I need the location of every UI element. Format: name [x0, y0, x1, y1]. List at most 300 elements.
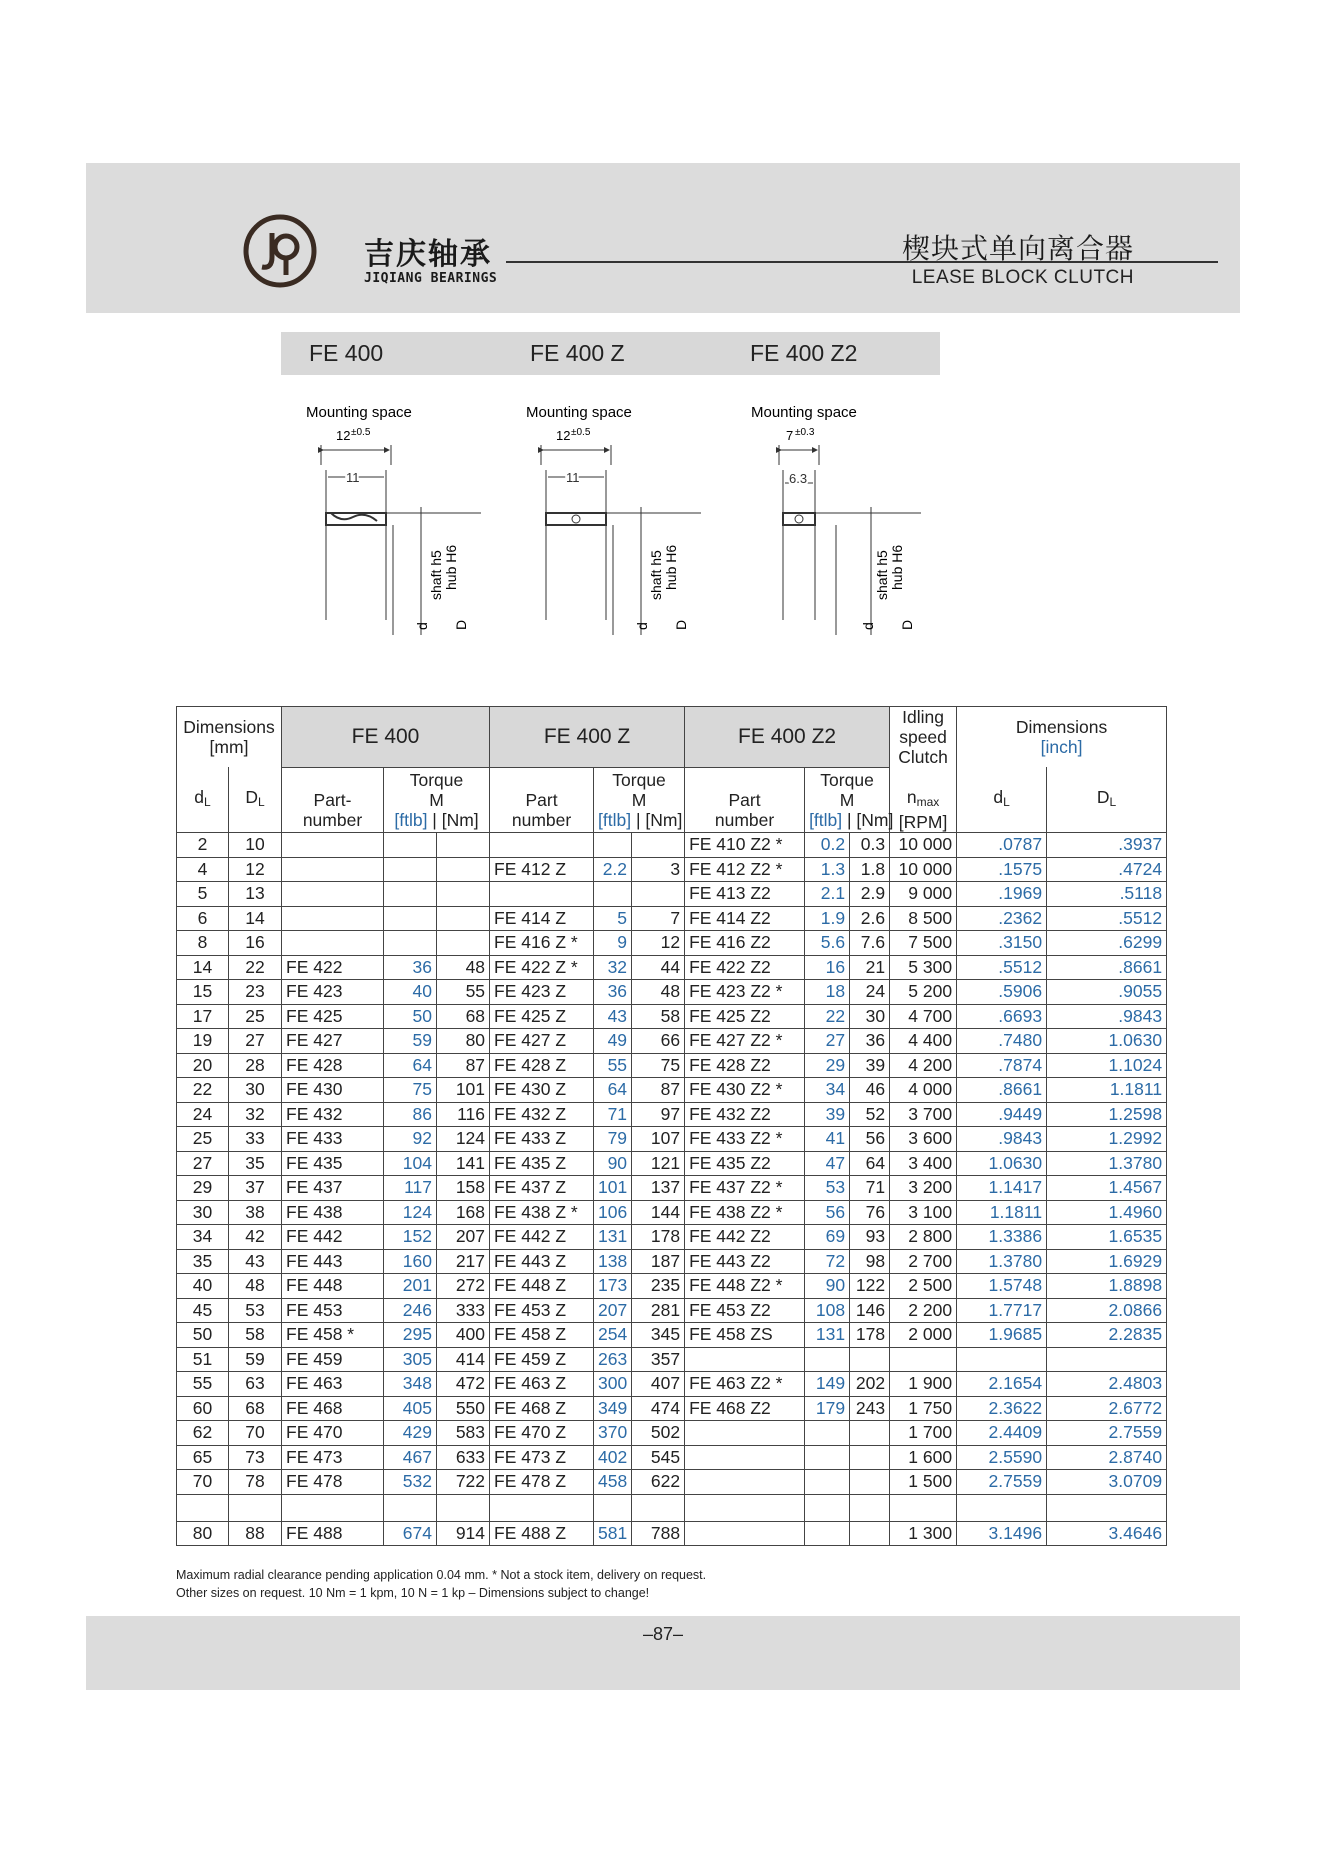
table-cell [685, 1347, 805, 1372]
table-cell: 19 [177, 1029, 229, 1054]
table-cell: 2.6772 [1047, 1396, 1167, 1421]
table-cell: 3 200 [890, 1176, 957, 1201]
table-row [177, 1494, 1167, 1521]
table-cell: 47 [805, 1151, 850, 1176]
table-cell: 178 [632, 1225, 685, 1250]
mounting-drawings-svg [281, 395, 981, 655]
table-cell: 1.0630 [1047, 1029, 1167, 1054]
table-cell: .6299 [1047, 931, 1167, 956]
table-cell: 235 [632, 1274, 685, 1299]
table-cell: 35 [229, 1151, 282, 1176]
table-cell: FE 473 [282, 1445, 384, 1470]
drawing-hub: hub H6 [889, 544, 905, 590]
table-cell: 36 [850, 1029, 890, 1054]
fe400z2-header: FE 400 Z2 [685, 707, 890, 768]
table-cell: 71 [594, 1102, 632, 1127]
part-number-header: Part number [685, 767, 805, 833]
table-cell: FE 458 Z [490, 1323, 594, 1348]
table-cell: 116 [437, 1102, 490, 1127]
footnote-line: Maximum radial clearance pending application 0.04 mm. * Not a stock item, delivery on request. [176, 1568, 707, 1582]
table-cell: 622 [632, 1470, 685, 1495]
model-fe400: FE 400 [309, 340, 384, 366]
table-cell: FE 423 [282, 980, 384, 1005]
table-cell: 502 [632, 1421, 685, 1446]
table-cell: FE 470 Z [490, 1421, 594, 1446]
table-cell [805, 1521, 850, 1546]
table-row [177, 1029, 1167, 1054]
dim-mm-header: Dimensions [mm] [177, 707, 282, 768]
table-cell: FE 468 Z2 [685, 1396, 805, 1421]
table-cell: 44 [632, 955, 685, 980]
table-cell: 1.3386 [957, 1225, 1047, 1250]
table-cell: 9 000 [890, 882, 957, 907]
table-cell: 2.1654 [957, 1372, 1047, 1397]
table-cell: 122 [850, 1274, 890, 1299]
table-cell: 0.3 [850, 833, 890, 858]
table-cell: 2.2835 [1047, 1323, 1167, 1348]
table-cell: .0787 [957, 833, 1047, 858]
table-cell: 71 [850, 1176, 890, 1201]
table-cell: FE 414 Z [490, 906, 594, 931]
table-cell: FE 416 Z2 [685, 931, 805, 956]
drawing-fe400z2 [751, 404, 921, 635]
table-cell: 39 [805, 1102, 850, 1127]
table-cell: 1 900 [890, 1372, 957, 1397]
table-cell: 30 [177, 1200, 229, 1225]
table-cell: 10 000 [890, 833, 957, 858]
table-cell: 32 [594, 955, 632, 980]
table-cell: 28 [229, 1053, 282, 1078]
table-cell: FE 413 Z2 [685, 882, 805, 907]
table-row [177, 1225, 1167, 1250]
table-cell: FE 442 Z [490, 1225, 594, 1250]
table-cell: FE 412 Z [490, 857, 594, 882]
dl-header: $d_L$ [177, 767, 229, 833]
model-fe400z2: FE 400 Z2 [750, 340, 858, 366]
table-cell: 1.2598 [1047, 1102, 1167, 1127]
table-cell: 263 [594, 1347, 632, 1372]
table-cell: 160 [384, 1249, 437, 1274]
table-cell [685, 1445, 805, 1470]
table-cell: FE 427 Z [490, 1029, 594, 1054]
table-cell: 104 [384, 1151, 437, 1176]
table-cell: 22 [177, 1078, 229, 1103]
table-cell: 146 [850, 1298, 890, 1323]
table-cell: FE 442 [282, 1225, 384, 1250]
table-cell: 68 [229, 1396, 282, 1421]
table-cell: FE 448 [282, 1274, 384, 1299]
drawing-inner: 6.3 [789, 471, 808, 486]
table-cell: 1.8898 [1047, 1274, 1167, 1299]
table-cell: FE 427 Z2 * [685, 1029, 805, 1054]
table-cell: 70 [229, 1421, 282, 1446]
table-cell: 53 [229, 1298, 282, 1323]
table-cell: 333 [437, 1298, 490, 1323]
table-cell: 40 [384, 980, 437, 1005]
idling-speed-header: Idling speed Clutch [890, 707, 957, 768]
table-cell: 73 [229, 1445, 282, 1470]
drawing-width: 7 [786, 428, 794, 443]
table-cell: FE 425 Z [490, 1004, 594, 1029]
table-cell [282, 906, 384, 931]
table-cell [685, 1494, 805, 1521]
table-cell: 30 [229, 1078, 282, 1103]
table-cell: 202 [850, 1372, 890, 1397]
table-cell: .5118 [1047, 882, 1167, 907]
table-cell: 1.3 [805, 857, 850, 882]
table-cell: 295 [384, 1323, 437, 1348]
table-cell: 22 [229, 955, 282, 980]
dim-inch-header: Dimensions [inch] [957, 707, 1167, 768]
table-cell [957, 1494, 1047, 1521]
table-cell: 137 [632, 1176, 685, 1201]
table-cell: FE 463 Z [490, 1372, 594, 1397]
table-cell: 4 [177, 857, 229, 882]
table-cell: .3937 [1047, 833, 1167, 858]
table-cell [850, 1494, 890, 1521]
table-cell: FE 433 [282, 1127, 384, 1152]
page-number: –87– [642, 1624, 684, 1644]
table-cell: FE 437 Z [490, 1176, 594, 1201]
table-cell: 15 [177, 980, 229, 1005]
table-row [177, 1004, 1167, 1029]
table-cell [437, 857, 490, 882]
table-cell: 201 [384, 1274, 437, 1299]
table-cell: .6693 [957, 1004, 1047, 1029]
table-cell: FE 453 Z2 [685, 1298, 805, 1323]
table-row [177, 1127, 1167, 1152]
table-cell: FE 433 Z2 * [685, 1127, 805, 1152]
table-cell: 1.0630 [957, 1151, 1047, 1176]
table-cell: 34 [805, 1078, 850, 1103]
table-cell: 108 [805, 1298, 850, 1323]
table-cell: .7874 [957, 1053, 1047, 1078]
table-cell: 20 [177, 1053, 229, 1078]
table-cell [437, 906, 490, 931]
table-cell: .9843 [957, 1127, 1047, 1152]
table-cell: FE 458 * [282, 1323, 384, 1348]
table-cell: 5 [594, 906, 632, 931]
table-cell: 55 [594, 1053, 632, 1078]
table-cell: 66 [632, 1029, 685, 1054]
table-cell: 32 [229, 1102, 282, 1127]
table-cell: 48 [632, 980, 685, 1005]
table-cell [805, 1347, 850, 1372]
table-row [177, 1445, 1167, 1470]
table-cell: 10 [229, 833, 282, 858]
table-cell: 1 700 [890, 1421, 957, 1446]
table-cell: 24 [850, 980, 890, 1005]
drawing-hub: hub H6 [443, 544, 459, 590]
table-cell: 5 [177, 882, 229, 907]
table-cell: 402 [594, 1445, 632, 1470]
table-cell: 40 [177, 1274, 229, 1299]
table-cell: 722 [437, 1470, 490, 1495]
drawing-shaft: shaft h5 [648, 550, 664, 600]
table-cell [177, 1494, 229, 1521]
table-cell: 101 [594, 1176, 632, 1201]
page-title-cn: 楔块式单向离合器 [901, 232, 1134, 265]
table-cell: 17 [177, 1004, 229, 1029]
table-cell: FE 443 Z [490, 1249, 594, 1274]
table-cell: 2.7559 [957, 1470, 1047, 1495]
table-cell: 1.4567 [1047, 1176, 1167, 1201]
table-cell: 348 [384, 1372, 437, 1397]
table-cell: .9055 [1047, 980, 1167, 1005]
table-row [177, 833, 1167, 858]
table-cell: FE 422 Z2 [685, 955, 805, 980]
table-cell [594, 1494, 632, 1521]
table-cell: 43 [594, 1004, 632, 1029]
table-cell: 12 [229, 857, 282, 882]
table-cell: 14 [229, 906, 282, 931]
table-cell: 29 [805, 1053, 850, 1078]
table-cell: FE 443 [282, 1249, 384, 1274]
table-cell: 2.8740 [1047, 1445, 1167, 1470]
table-cell: 414 [437, 1347, 490, 1372]
drawing-fe400 [306, 404, 481, 635]
brand-name-en: JIQIANG BEARINGS [364, 271, 498, 286]
table-cell [437, 931, 490, 956]
table-cell: FE 422 Z * [490, 955, 594, 980]
Dl-header: $D_L$ [229, 767, 282, 833]
table-cell [957, 1347, 1047, 1372]
table-cell [282, 882, 384, 907]
table-cell: 1.7717 [957, 1298, 1047, 1323]
table-cell: 1.8 [850, 857, 890, 882]
table-cell: 3 400 [890, 1151, 957, 1176]
table-cell: .9449 [957, 1102, 1047, 1127]
table-cell: 92 [384, 1127, 437, 1152]
table-cell: 41 [805, 1127, 850, 1152]
table-cell: 207 [437, 1225, 490, 1250]
model-fe400z: FE 400 Z [530, 340, 625, 366]
table-cell: .8661 [1047, 955, 1167, 980]
table-cell: 1.4960 [1047, 1200, 1167, 1225]
page-header [86, 163, 1240, 313]
table-row [177, 1521, 1167, 1546]
table-cell: FE 427 [282, 1029, 384, 1054]
table-cell: 0.2 [805, 833, 850, 858]
table-cell: FE 458 ZS [685, 1323, 805, 1348]
table-cell: 87 [632, 1078, 685, 1103]
table-cell: FE 435 [282, 1151, 384, 1176]
table-cell: 1.1024 [1047, 1053, 1167, 1078]
table-cell: 42 [229, 1225, 282, 1250]
table-cell [1047, 1494, 1167, 1521]
jq-logo-icon [242, 213, 318, 289]
table-cell: FE 468 [282, 1396, 384, 1421]
table-cell: 2.4803 [1047, 1372, 1167, 1397]
part-number-header: Part- number [282, 767, 384, 833]
table-cell: 674 [384, 1521, 437, 1546]
table-cell: FE 410 Z2 * [685, 833, 805, 858]
table-cell: 27 [177, 1151, 229, 1176]
table-row [177, 1470, 1167, 1495]
table-cell: .2362 [957, 906, 1047, 931]
table-cell: 300 [594, 1372, 632, 1397]
table-cell: 48 [437, 955, 490, 980]
table-cell: 581 [594, 1521, 632, 1546]
table-cell: FE 437 Z2 * [685, 1176, 805, 1201]
table-cell: 187 [632, 1249, 685, 1274]
table-cell: 69 [805, 1225, 850, 1250]
torque-header: Torque M [ftlb] | [Nm] [384, 767, 490, 833]
table-cell: 50 [177, 1323, 229, 1348]
drawing-caption: Mounting space [751, 404, 857, 421]
table-cell: 550 [437, 1396, 490, 1421]
table-row [177, 955, 1167, 980]
table-cell: .9843 [1047, 1004, 1167, 1029]
table-cell: 1.1811 [957, 1200, 1047, 1225]
table-cell: 246 [384, 1298, 437, 1323]
table-cell: 1.9685 [957, 1323, 1047, 1348]
table-cell: .1969 [957, 882, 1047, 907]
table-cell: FE 432 Z2 [685, 1102, 805, 1127]
table-cell: 25 [177, 1127, 229, 1152]
table-cell: 72 [805, 1249, 850, 1274]
table-cell: FE 438 Z2 * [685, 1200, 805, 1225]
table-cell: 65 [177, 1445, 229, 1470]
table-cell: 58 [632, 1004, 685, 1029]
table-cell: 80 [177, 1521, 229, 1546]
table-cell [850, 1421, 890, 1446]
table-body [177, 833, 1167, 1546]
drawing-Dl: D [453, 619, 469, 630]
table-cell [685, 1470, 805, 1495]
table-cell: 2 000 [890, 1323, 957, 1348]
table-cell: 370 [594, 1421, 632, 1446]
table-cell: 4 200 [890, 1053, 957, 1078]
clutch-table-wrap [176, 706, 1166, 1546]
table-row [177, 1053, 1167, 1078]
table-cell: FE 478 [282, 1470, 384, 1495]
table-row [177, 1347, 1167, 1372]
table-cell: 405 [384, 1396, 437, 1421]
table-cell [437, 882, 490, 907]
table-cell: 107 [632, 1127, 685, 1152]
table-cell: 58 [229, 1323, 282, 1348]
drawing-tolerance: ±0.5 [351, 427, 371, 438]
table-cell: FE 430 [282, 1078, 384, 1103]
table-cell: 2 [177, 833, 229, 858]
table-cell: FE 435 Z2 [685, 1151, 805, 1176]
table-cell: FE 423 Z2 * [685, 980, 805, 1005]
drawing-inner: 11 [346, 470, 360, 485]
table-cell: 59 [384, 1029, 437, 1054]
table-cell: 38 [229, 1200, 282, 1225]
table-cell: 87 [437, 1053, 490, 1078]
table-cell: 2 200 [890, 1298, 957, 1323]
table-cell: 93 [850, 1225, 890, 1250]
table-cell: 68 [437, 1004, 490, 1029]
table-cell: 2.4409 [957, 1421, 1047, 1446]
table-cell: 1.6929 [1047, 1249, 1167, 1274]
table-cell [632, 882, 685, 907]
table-cell: 914 [437, 1521, 490, 1546]
table-cell: FE 453 [282, 1298, 384, 1323]
table-cell [805, 1421, 850, 1446]
table-cell: 30 [850, 1004, 890, 1029]
table-cell: FE 422 [282, 955, 384, 980]
table-cell: 345 [632, 1323, 685, 1348]
table-cell: 97 [632, 1102, 685, 1127]
table-cell: FE 425 Z2 [685, 1004, 805, 1029]
table-cell: 51 [177, 1347, 229, 1372]
table-row [177, 1421, 1167, 1446]
table-row [177, 1102, 1167, 1127]
table-cell: FE 442 Z2 [685, 1225, 805, 1250]
table-cell [594, 833, 632, 858]
mounting-drawings [281, 395, 981, 655]
table-cell [685, 1421, 805, 1446]
model-band [281, 332, 940, 375]
table-cell: 39 [850, 1053, 890, 1078]
table-cell: 173 [594, 1274, 632, 1299]
table-cell [282, 931, 384, 956]
table-cell: .5906 [957, 980, 1047, 1005]
table-cell: 138 [594, 1249, 632, 1274]
table-cell: 281 [632, 1298, 685, 1323]
table-cell: 33 [229, 1127, 282, 1152]
drawing-width: 12 [336, 428, 351, 443]
table-cell: 3 [632, 857, 685, 882]
table-cell: 36 [594, 980, 632, 1005]
table-cell: 3 700 [890, 1102, 957, 1127]
table-cell: FE 412 Z2 * [685, 857, 805, 882]
table-cell: 5 200 [890, 980, 957, 1005]
table-cell: 4 700 [890, 1004, 957, 1029]
table-cell [437, 1494, 490, 1521]
drawing-shaft: shaft h5 [428, 550, 444, 600]
table-cell [229, 1494, 282, 1521]
table-cell [805, 1494, 850, 1521]
table-cell [805, 1470, 850, 1495]
table-cell: 3.0709 [1047, 1470, 1167, 1495]
table-cell [384, 931, 437, 956]
table-cell: 64 [850, 1151, 890, 1176]
table-cell [490, 833, 594, 858]
table-cell: 149 [805, 1372, 850, 1397]
table-row [177, 980, 1167, 1005]
table-cell: FE 432 [282, 1102, 384, 1127]
table-cell: 179 [805, 1396, 850, 1421]
table-cell: 207 [594, 1298, 632, 1323]
table-cell: 9 [594, 931, 632, 956]
table-cell: FE 468 Z [490, 1396, 594, 1421]
drawing-fe400z [526, 404, 701, 635]
table-cell: 3 600 [890, 1127, 957, 1152]
table-cell: 48 [229, 1274, 282, 1299]
table-cell: FE 428 Z2 [685, 1053, 805, 1078]
table-cell: 2.1 [805, 882, 850, 907]
table-cell: 37 [229, 1176, 282, 1201]
table-cell: 10 000 [890, 857, 957, 882]
table-cell: 168 [437, 1200, 490, 1225]
dl-inch-header: $d_L$ [957, 767, 1047, 833]
table-cell: 27 [805, 1029, 850, 1054]
table-cell: FE 423 Z [490, 980, 594, 1005]
table-cell: .7480 [957, 1029, 1047, 1054]
table-cell [632, 833, 685, 858]
table-cell: 583 [437, 1421, 490, 1446]
drawing-width: 12 [556, 428, 571, 443]
table-cell: 5 300 [890, 955, 957, 980]
table-cell: 78 [229, 1470, 282, 1495]
table-cell: 23 [229, 980, 282, 1005]
table-cell: 49 [594, 1029, 632, 1054]
brand-name-cn: 吉庆轴承 [364, 237, 492, 272]
